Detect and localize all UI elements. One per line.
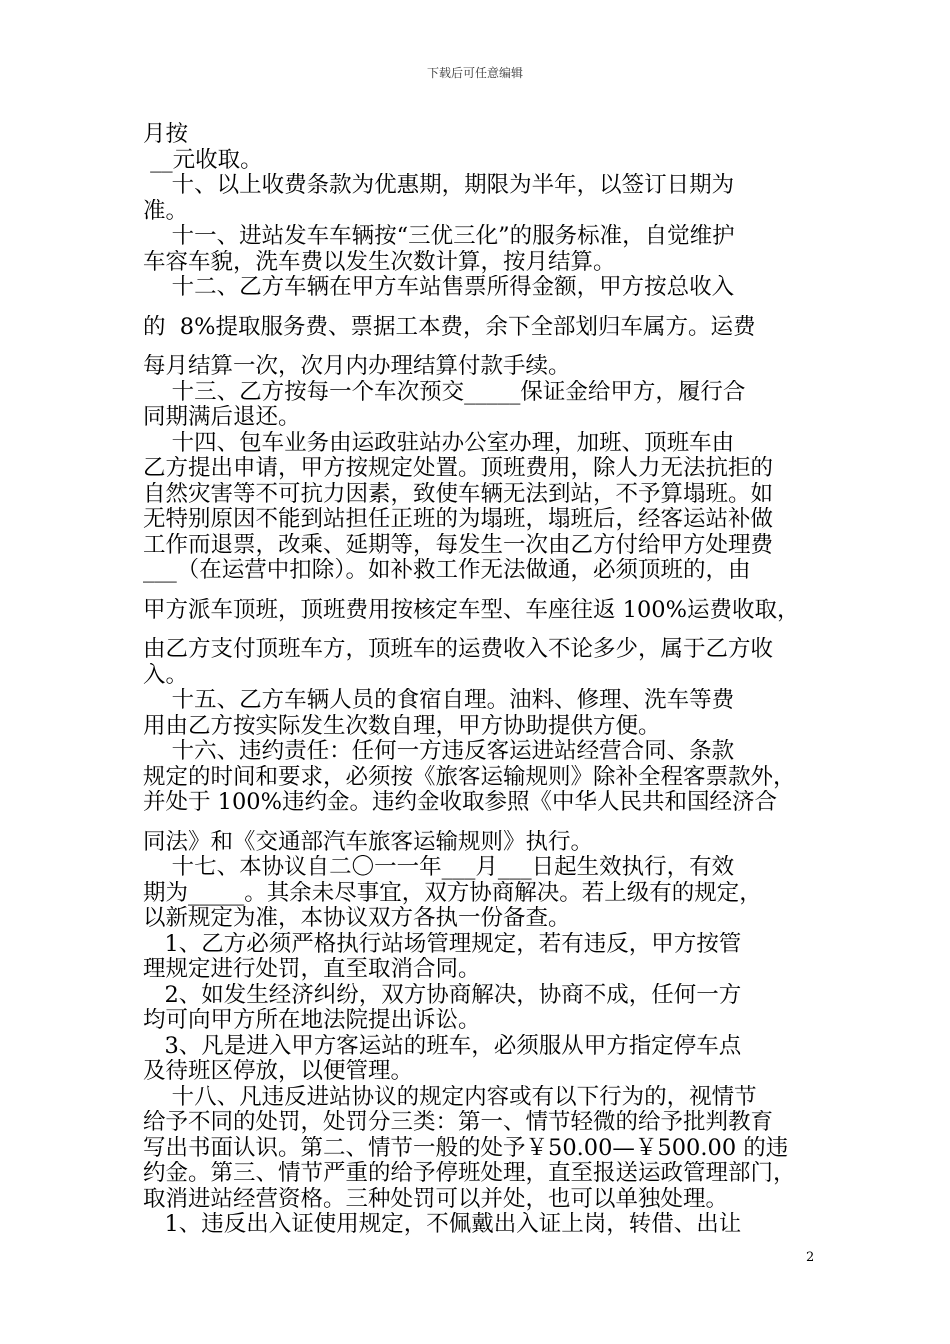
text-line: 十一、进站发车车辆按“三优三化”的服务标准，自觉维护 — [143, 224, 735, 249]
text-line: 约金。第三、情节严重的给予停班处理，直至报送运政管理部门， — [143, 1161, 796, 1186]
text-line: 均可向甲方所在地法院提出诉讼。 — [143, 1008, 481, 1033]
text-line: 并处于 100%违约金。违约金收取参照《中华人民共和国经济合 — [143, 790, 777, 815]
document-body — [143, 122, 827, 1238]
text-line: 写出书面认识。第二、情节一般的处予￥50.00—￥500.00 的违 — [143, 1135, 789, 1161]
text-line: 期为_____。其余未尽事宜，双方协商解决。若上级有的规定， — [143, 880, 762, 906]
text-line: 给予不同的处罚，处罚分三类：第一、情节轻微的给予批判教育 — [143, 1110, 774, 1135]
text-line: 十、以上收费条款为优惠期，期限为半年，以签订日期为 — [143, 173, 735, 198]
text-line: 工作而退票，改乘、延期等，每发生一次由乙方付给甲方处理费 — [143, 532, 774, 558]
text-line: 2、如发生经济纠纷，双方协商解决，协商不成，任何一方 — [143, 982, 742, 1008]
text-line: 十六、违约责任：任何一方违反客运进站经营合同、条款 — [143, 739, 735, 764]
text-line: 准。 — [143, 198, 189, 224]
text-line: 入。 — [143, 662, 189, 688]
text-line: 十三、乙方按每一个车次预交_____保证金给甲方，履行合 — [143, 379, 746, 405]
text-line: 自然灾害等不可抗力因素，致使车辆无法到站，不予算塌班。如 — [143, 481, 774, 507]
text-line: 规定的时间和要求，必须按《旅客运输规则》除补全程客票款外， — [143, 764, 796, 790]
text-line: 由乙方支付顶班车方，顶班车的运费收入不论多少，属于乙方收 — [143, 637, 774, 662]
text-line: 理规定进行处罚，直至取消合同。 — [143, 957, 481, 982]
text-line: 每月结算一次，次月内办理结算付款手续。 — [143, 354, 571, 379]
text-line: 十二、乙方车辆在甲方车站售票所得金额，甲方按总收入 — [143, 275, 735, 300]
text-line: __元收取。 — [143, 147, 263, 173]
text-line: 以新规定为准，本协议双方各执一份备查。 — [143, 906, 571, 931]
text-line: 十五、乙方车辆人员的食宿自理。油料、修理、洗车等费 — [143, 688, 735, 713]
text-line: 1、乙方必须严格执行站场管理规定，若有违反，甲方按管 — [143, 931, 742, 957]
text-line: 的 8%提取服务费、票据工本费，余下全部划归车属方。运费 — [143, 314, 756, 340]
text-line: 月按 — [143, 122, 189, 147]
page-header: 下载后可任意编辑 — [426, 66, 523, 80]
text-line: 同法》和《交通部汽车旅客运输规则》执行。 — [143, 829, 594, 855]
page-number: 2 — [806, 1250, 815, 1265]
text-line: 取消进站经营资格。三种处罚可以并处，也可以单独处理。 — [143, 1186, 729, 1212]
text-line: 十四、包车业务由运政驻站办公室办理，加班、顶班车由 — [143, 430, 735, 456]
text-line: 乙方提出申请，甲方按规定处置。顶班费用，除人力无法抗拒的 — [143, 456, 774, 481]
text-line: ___（在运营中扣除）。如补救工作无法做通，必须顶班的，由 — [143, 558, 751, 583]
text-line: 十八、凡违反进站协议的规定内容或有以下行为的，视情节 — [143, 1084, 757, 1110]
text-line: 及待班区停放，以便管理。 — [143, 1059, 414, 1084]
text-line: 车容车貌，洗车费以发生次数计算，按月结算。 — [143, 249, 616, 275]
text-line: 1、违反出入证使用规定，不佩戴出入证上岗，转借、出让 — [143, 1212, 742, 1237]
text-line: 十七、本协议自二〇一一年___月___日起生效执行，有效 — [143, 855, 735, 880]
text-line: 甲方派车顶班，顶班费用按核定车型、车座往返 100%运费收取， — [143, 597, 800, 623]
text-line: 同期满后退还。 — [143, 405, 301, 430]
text-line: 3、凡是进入甲方客运站的班车，必须服从甲方指定停车点 — [143, 1033, 742, 1059]
text-line: 无特别原因不能到站担任正班的为塌班，塌班后，经客运站补做 — [143, 507, 774, 532]
text-line: 用由乙方按实际发生次数自理，甲方协助提供方便。 — [143, 713, 661, 739]
